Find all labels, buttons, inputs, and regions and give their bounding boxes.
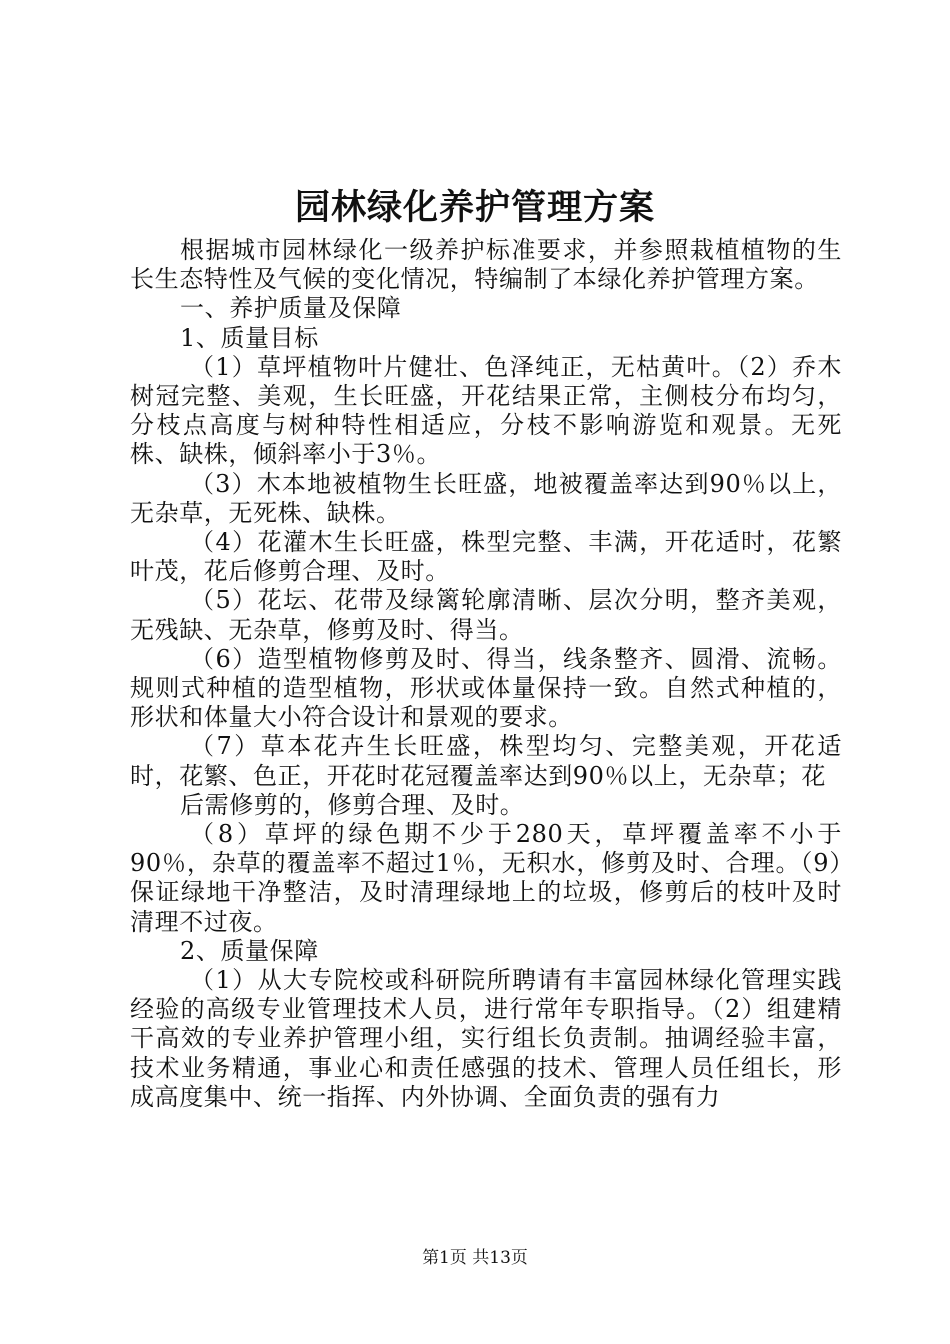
section-heading: 一、养护质量及保障 — [180, 294, 402, 323]
subsection-heading: 1、质量目标 — [180, 323, 319, 352]
paragraph-item-7: （7）草本花卉生长旺盛，株型均匀、完整美观，开花适时，花繁、色正，开花时花冠覆盖率达到90％以上，无杂草；花 — [130, 732, 842, 790]
paragraph-item-5: （5）花坛、花带及绿篱轮廓清晰、层次分明，整齐美观，无残缺、无杂草，修剪及时、得当。 — [130, 586, 842, 644]
subsection-heading: 2、质量保障 — [180, 936, 319, 965]
document-body — [130, 236, 842, 1112]
paragraph-item-3: （3）木本地被植物生长旺盛，地被覆盖率达到90％以上，无杂草，无死株、缺株。 — [130, 469, 842, 527]
paragraph-item-7-continued: 后需修剪的，修剪合理、及时。 — [180, 790, 525, 819]
paragraph-item-1-2: （1）草坪植物叶片健壮、色泽纯正，无枯黄叶。（2）乔木树冠完整、美观，生长旺盛，开花结果正常，主侧枝分布均匀，分枝点高度与树种特性相适应，分枝不影响游览和观景。无死株、缺株，倾斜率小于3％。 — [130, 352, 842, 469]
paragraph-guarantee-1-2: （1）从大专院校或科研院所聘请有丰富园林绿化管理实践经验的高级专业管理技术人员，进行常年专职指导。（2）组建精干高效的专业养护管理小组，实行组长负责制。抽调经验丰富，技术业务精通，事业心和责任感强的技术、管理人员任组长，形成高度集中、统一指挥、内外协调、全面负责的强有力 — [130, 966, 842, 1111]
document-title: 园林绿化养护管理方案 — [294, 187, 655, 228]
paragraph-item-8-9: （8）草坪的绿色期不少于280天，草坪覆盖率不小于90％，杂草的覆盖率不超过1％，无积水，修剪及时、合理。（9）保证绿地干净整洁，及时清理绿地上的垃圾，修剪后的枝叶及时清理不过夜。 — [130, 820, 842, 936]
paragraph-item-6: （6）造型植物修剪及时、得当，线条整齐、圆滑、流畅。规则式种植的造型植物，形状或体量保持一致。自然式种植的，形状和体量大小符合设计和景观的要求。 — [130, 644, 842, 732]
intro-paragraph: 根据城市园林绿化一级养护标准要求，并参照栽植植物的生长生态特性及气候的变化情况，特编制了本绿化养护管理方案。 — [130, 236, 842, 294]
page-number-footer: 第1页 共13页 — [422, 1248, 528, 1268]
paragraph-item-4: （4）花灌木生长旺盛，株型完整、丰满，开花适时，花繁叶茂，花后修剪合理、及时。 — [130, 528, 842, 586]
